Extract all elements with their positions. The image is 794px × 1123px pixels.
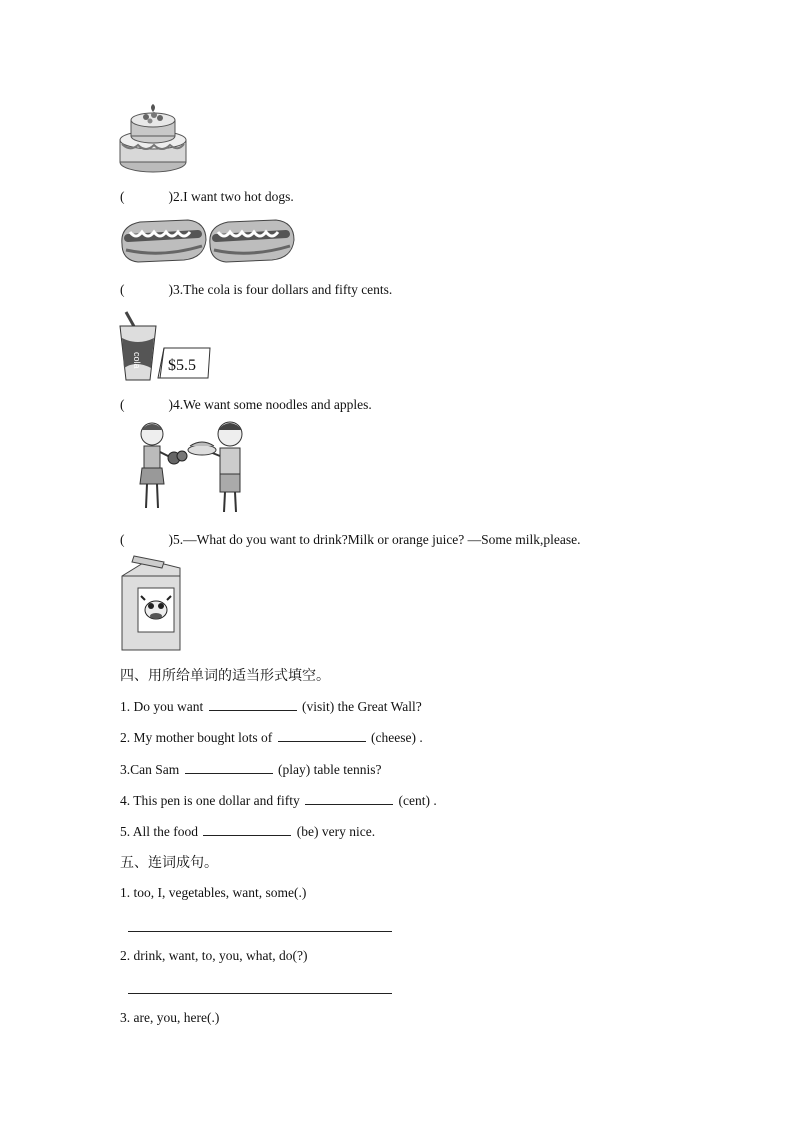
kids-with-food-picture xyxy=(130,418,254,521)
cola-price-picture xyxy=(116,308,214,389)
cake-picture xyxy=(118,100,188,179)
order-item-3: 3. are, you, here(.) xyxy=(120,1010,220,1025)
price-tag: $5.5 xyxy=(168,357,196,374)
question-2: ( )2.I want two hot dogs. xyxy=(120,189,294,204)
fill-item-1: 1. Do you want (visit) the Great Wall? xyxy=(120,699,422,714)
fill-item-5: 5. All the food (be) very nice. xyxy=(120,824,376,839)
answer-blank[interactable] xyxy=(209,698,297,711)
hot-dogs-picture xyxy=(118,214,296,271)
fill-item-3: 3.Can Sam (play) table tennis? xyxy=(120,762,382,777)
answer-blank[interactable] xyxy=(185,761,273,774)
cola-label: cola xyxy=(132,352,142,369)
answer-blank[interactable] xyxy=(203,823,291,836)
answer-line[interactable] xyxy=(128,993,392,994)
question-5: ( )5.—What do you want to drink?Milk or orange juice? —Some milk,please. xyxy=(120,532,581,547)
question-4: ( )4.We want some noodles and apples. xyxy=(120,397,372,412)
section-4-heading: 四、用所给单词的适当形式填空。 xyxy=(120,668,330,684)
order-item-2: 2. drink, want, to, you, what, do(?) xyxy=(120,948,308,963)
answer-line[interactable] xyxy=(128,931,392,932)
answer-blank[interactable] xyxy=(278,729,366,742)
answer-blank[interactable] xyxy=(305,792,393,805)
fill-item-2: 2. My mother bought lots of (cheese) . xyxy=(120,730,423,745)
section-5-heading: 五、连词成句。 xyxy=(120,855,218,871)
question-3: ( )3.The cola is four dollars and fifty cents. xyxy=(120,282,393,297)
order-item-1: 1. too, I, vegetables, want, some(.) xyxy=(120,885,307,900)
milk-carton-picture xyxy=(118,554,184,659)
fill-item-4: 4. This pen is one dollar and fifty (cent) . xyxy=(120,793,437,808)
